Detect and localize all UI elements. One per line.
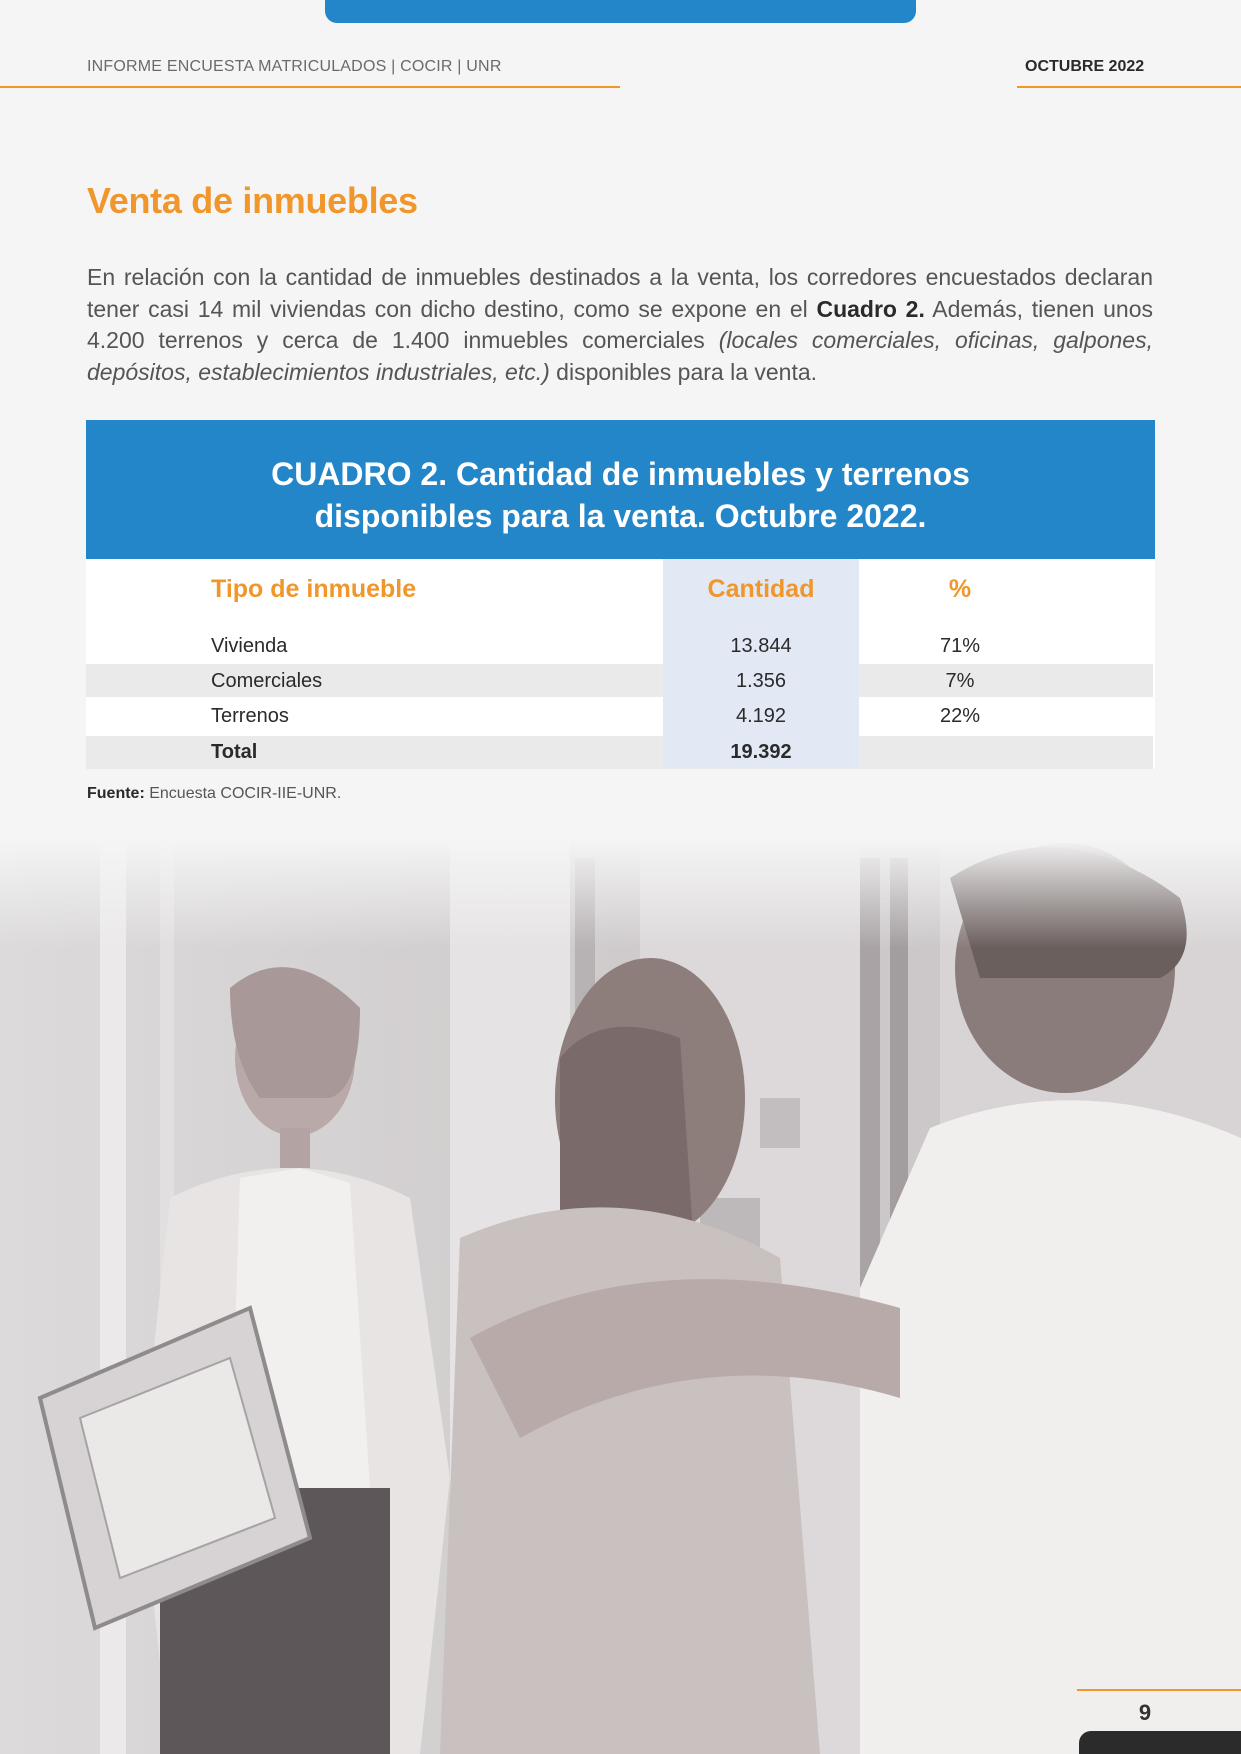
table-row-quantity: 1.356 <box>735 670 787 692</box>
section-title: Venta de inmuebles <box>87 180 418 221</box>
table-title-line-2: disponibles para la venta. Octubre 2022. <box>314 498 927 534</box>
table-row-percent: 7% <box>945 670 975 692</box>
page-number: 9 <box>1138 1700 1152 1725</box>
footer-decoration-tab <box>1079 1731 1241 1754</box>
realtor-clients-photo <box>0 838 1241 1754</box>
top-decoration-tab <box>325 0 916 23</box>
intro-text-2: Además, tienen unos 4.200 terrenos y cerca de 1.400 inmuebles comerciales <box>87 295 1153 353</box>
table-row-type: Vivienda <box>211 635 288 657</box>
column-header-type: Tipo de inmueble <box>211 575 417 603</box>
photo-illustration <box>0 838 1241 1754</box>
footer-divider <box>1077 1689 1241 1691</box>
column-header-quantity: Cantidad <box>707 575 815 603</box>
table-total-quantity: 19.392 <box>730 741 792 763</box>
column-header-percent: % <box>948 575 972 603</box>
table-source-note <box>87 785 341 803</box>
table-title-line-1: CUADRO 2. Cantidad de inmuebles y terrenos <box>271 456 970 492</box>
table-title-banner <box>86 420 1155 559</box>
source-label: Fuente: <box>87 785 145 802</box>
intro-text-3: disponibles para la venta. <box>549 358 818 385</box>
intro-table-reference: Cuadro 2. <box>816 295 925 322</box>
table-total-label: Total <box>211 741 258 763</box>
table-row-percent: 22% <box>939 705 981 727</box>
source-text: Encuesta COCIR-IIE-UNR. <box>144 785 342 802</box>
table-row-type: Comerciales <box>211 670 323 692</box>
report-header-date: OCTUBRE 2022 <box>1025 58 1145 75</box>
table-row-quantity: 13.844 <box>730 635 792 657</box>
report-header-title: INFORME ENCUESTA MATRICULADOS | COCIR | UNR <box>87 58 502 75</box>
intro-text-1: En relación con la cantidad de inmuebles destinados a la venta, los corredores encuestados declaran tener casi 14 mil viviendas con dicho destino, como se expone en el <box>87 264 1153 322</box>
header-divider-right <box>1017 86 1241 88</box>
table-row-type: Terrenos <box>211 705 289 727</box>
intro-italic-examples: (locales comerciales, oficinas, galpones, depósitos, establecimientos industriales, etc.) <box>87 327 1153 385</box>
header-divider-left <box>0 86 620 88</box>
table-row-percent: 71% <box>939 635 981 657</box>
intro-paragraph <box>87 262 1153 388</box>
table-row-quantity: 4.192 <box>735 705 787 727</box>
